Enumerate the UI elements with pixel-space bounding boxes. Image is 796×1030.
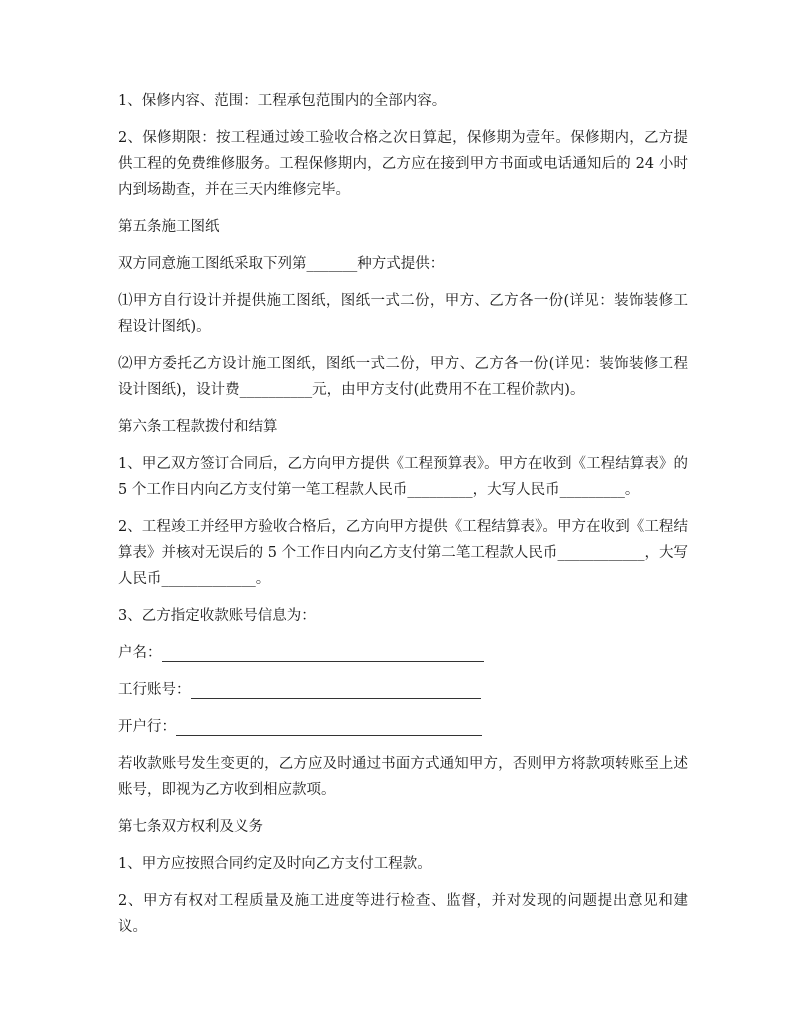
clause-drawing-option-1: ⑴甲方自行设计并提供施工图纸，图纸一式二份，甲方、乙方各一份(详见：装饰装修工程设计图纸)。 [118, 293, 688, 335]
account-holder-blank [162, 643, 484, 662]
heading-article-6: 第六条工程款拨付和结算 [118, 419, 278, 435]
bank-row [118, 714, 688, 740]
clause-warranty-scope: 1、保修内容、范围：工程承包范围内的全部内容。 [118, 93, 447, 109]
contract-page [118, 88, 688, 951]
bank-blank [176, 717, 482, 736]
account-number-label: 工行账号： [118, 682, 191, 698]
clause-account-change: 若收款账号发生变更的，乙方应及时通过书面方式通知甲方，否则甲方将款项转账至上述账号，即视为乙方收到相应款项。 [118, 756, 688, 798]
clause-drawing-option-2: ⑵甲方委托乙方设计施工图纸，图纸一式二份，甲方、乙方各一份(详见：装饰装修工程设计图纸)，设计费__________元，由甲方支付(此费用不在工程价款内)。 [118, 356, 688, 398]
account-holder-row [118, 640, 688, 666]
clause-second-payment: 2、工程竣工并经甲方验收合格后，乙方向甲方提供《工程结算表》。甲方在收到《工程结算表》并核对无误后的 5 个工作日内向乙方支付第二笔工程款人民币____________，大写人民币_____________。 [118, 519, 688, 587]
heading-article-7: 第七条双方权利及义务 [118, 819, 263, 835]
clause-party-a-payment: 1、甲方应按照合同约定及时向乙方支付工程款。 [118, 856, 432, 872]
clause-drawing-method: 双方同意施工图纸采取下列第_______种方式提供： [118, 256, 445, 272]
clause-first-payment: 1、甲乙双方签订合同后，乙方向甲方提供《工程预算表》。甲方在收到《工程结算表》的 5 个工作日内向乙方支付第一笔工程款人民币_________，大写人民币_________。 [118, 456, 688, 498]
account-number-blank [191, 680, 481, 699]
clause-party-a-inspection: 2、甲方有权对工程质量及施工进度等进行检查、监督，并对发现的问题提出意见和建议。 [118, 893, 688, 935]
bank-label: 开户行： [118, 719, 176, 735]
heading-article-5: 第五条施工图纸 [118, 219, 220, 235]
account-number-row [118, 677, 688, 703]
account-holder-label: 户名： [118, 645, 162, 661]
clause-warranty-period: 2、保修期限：按工程通过竣工验收合格之次日算起，保修期为壹年。保修期内，乙方提供工程的免费维修服务。工程保修期内，乙方应在接到甲方书面或电话通知后的 24 小时内到场勘查，并在三天内维修完毕。 [118, 130, 688, 198]
clause-account-info: 3、乙方指定收款账号信息为： [118, 608, 316, 624]
